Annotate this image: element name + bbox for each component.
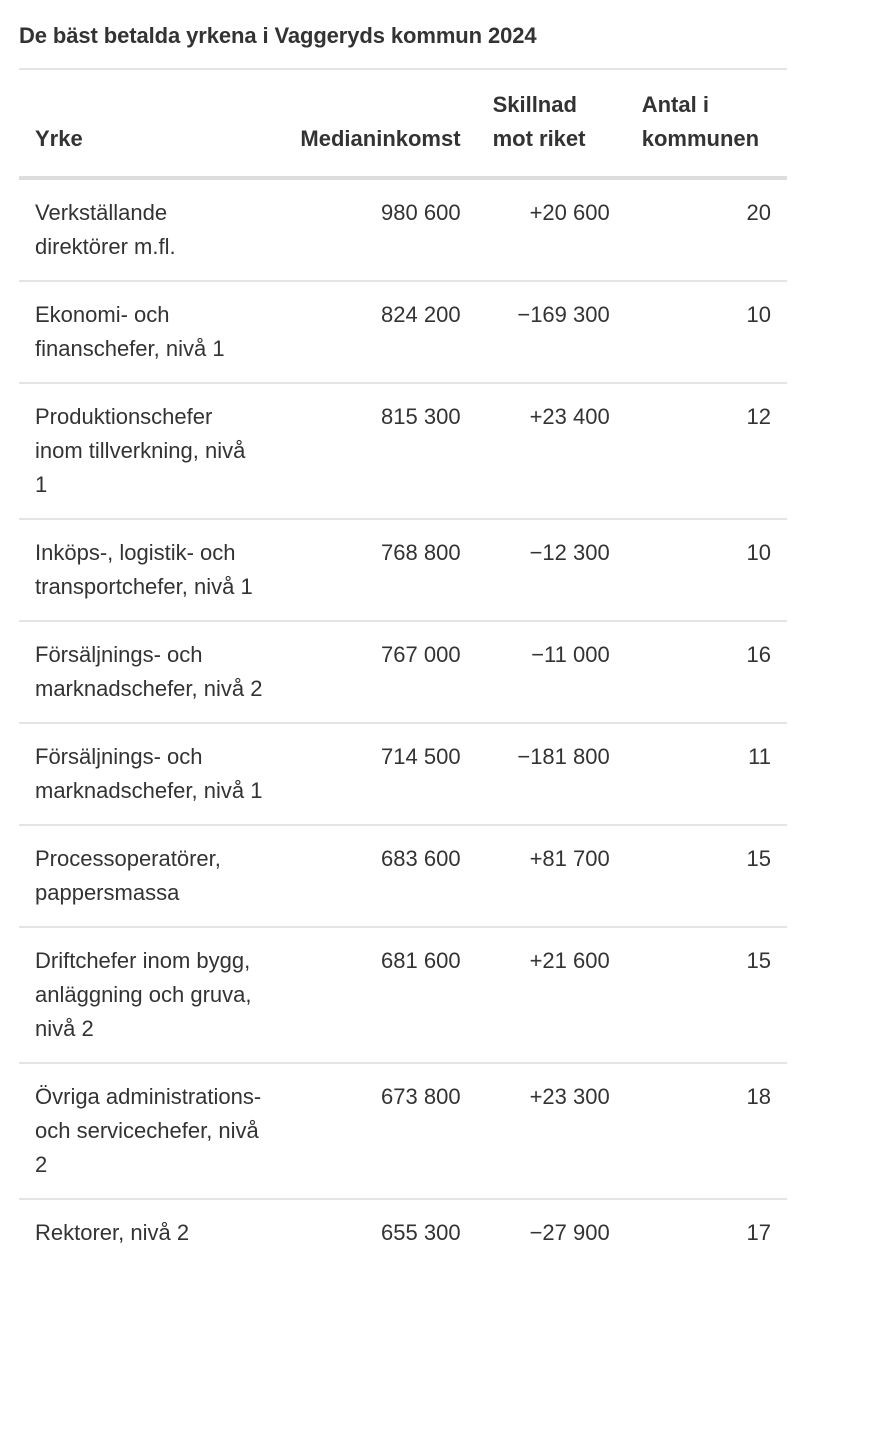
cell-diff: +21 600 (529, 948, 610, 973)
cell-diff: −181 800 (517, 744, 610, 769)
cell-antal: 15 (746, 948, 771, 973)
cell-yrke: Försäljnings- och marknadschefer, nivå 2 (35, 642, 263, 701)
table-row (19, 383, 787, 519)
cell-yrke: Produktionschefer inom tillverkning, nivå 1 (35, 404, 246, 497)
cell-diff: −12 300 (529, 540, 610, 565)
header-skillnad: Skillnad mot riket (492, 92, 586, 151)
cell-antal: 20 (746, 200, 771, 225)
cell-median: 768 800 (381, 540, 461, 565)
cell-diff: +23 300 (529, 1084, 610, 1109)
table-row (19, 519, 787, 621)
header-medianinkomst: Medianinkomst (300, 126, 461, 151)
cell-yrke: Försäljnings- och marknadschefer, nivå 1 (35, 744, 263, 803)
cell-antal: 17 (746, 1220, 771, 1245)
cell-yrke: Driftchefer inom bygg, anläggning och gruva, nivå 2 (35, 948, 252, 1041)
cell-yrke: Verkställande direktörer m.fl. (35, 200, 176, 259)
cell-antal: 15 (746, 846, 771, 871)
table-row (19, 723, 787, 825)
cell-yrke: Ekonomi- och finanschefer, nivå 1 (35, 302, 225, 361)
cell-antal: 18 (746, 1084, 771, 1109)
cell-median: 655 300 (381, 1220, 461, 1245)
cell-median: 815 300 (381, 404, 461, 429)
cell-median: 767 000 (381, 642, 461, 667)
cell-diff: −27 900 (529, 1220, 610, 1245)
header-row (19, 69, 787, 178)
cell-antal: 11 (748, 744, 771, 769)
cell-diff: +23 400 (529, 404, 610, 429)
table-row (19, 927, 787, 1063)
cell-diff: +20 600 (529, 200, 610, 225)
cell-median: 980 600 (381, 200, 461, 225)
cell-yrke: Processoperatörer, pappersmassa (35, 846, 221, 905)
table-row (19, 1063, 787, 1199)
cell-median: 683 600 (381, 846, 461, 871)
header-yrke: Yrke (35, 126, 83, 151)
table-row (19, 178, 787, 281)
cell-yrke: Övriga administrations- och servicechefer, nivå 2 (35, 1084, 262, 1177)
income-table (19, 68, 787, 1266)
table-row (19, 825, 787, 927)
table-row (19, 621, 787, 723)
cell-median: 673 800 (381, 1084, 461, 1109)
cell-antal: 16 (746, 642, 771, 667)
table-row (19, 1199, 787, 1266)
cell-median: 824 200 (381, 302, 461, 327)
table-title: De bäst betalda yrkena i Vaggeryds kommun 2024 (19, 23, 537, 48)
cell-antal: 10 (746, 540, 771, 565)
cell-diff: +81 700 (529, 846, 610, 871)
table-header (19, 69, 787, 178)
table-row (19, 281, 787, 383)
cell-median: 714 500 (381, 744, 461, 769)
cell-median: 681 600 (381, 948, 461, 973)
cell-diff: −11 000 (531, 642, 610, 667)
cell-yrke: Inköps-, logistik- och transportchefer, nivå 1 (35, 540, 253, 599)
header-antal: Antal i kommunen (641, 92, 760, 151)
cell-antal: 10 (746, 302, 771, 327)
table-body (19, 178, 787, 1266)
cell-diff: −169 300 (517, 302, 610, 327)
cell-yrke: Rektorer, nivå 2 (35, 1220, 190, 1245)
cell-antal: 12 (746, 404, 771, 429)
